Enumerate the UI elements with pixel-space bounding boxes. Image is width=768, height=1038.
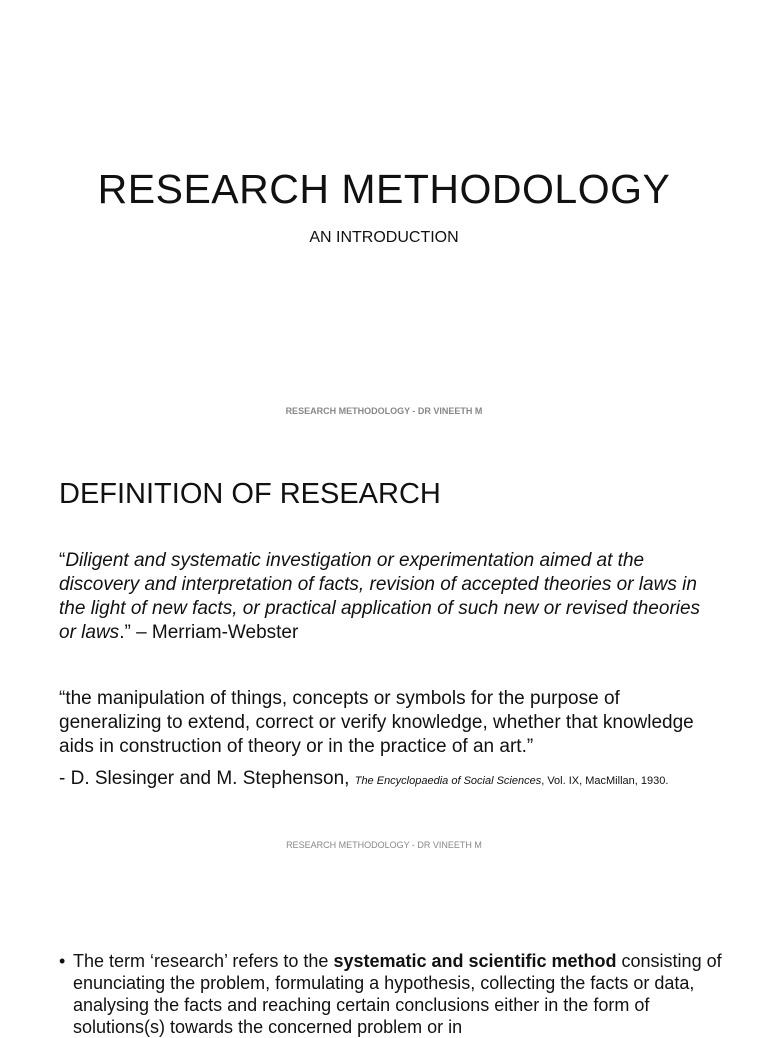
quote-text: Diligent and systematic investigation or experimentation aimed at the discovery and interpretation of facts, revision of accepted theories or laws in the light of new facts, or practical application of such new or revised theories or laws [59, 550, 701, 643]
attribution-source: The Encyclopaedia of Social Sciences [354, 775, 542, 787]
merriam-webster-quote [59, 549, 719, 645]
bullet-dot: • [59, 951, 66, 971]
bullet-rest: consisting of enunciating the problem, formulating a hypothesis, collecting the facts or data, analysing the facts and reaching certain conclusions either in the form of solutions(s) towards the concerned problem or in [73, 951, 722, 1037]
slesinger-quote: “the manipulation of things, concepts or symbols for the purpose of generalizing to extend, correct or verify knowledge, whether that knowledge aids in construction of theory or in the practice of an art.” [59, 688, 694, 757]
definition-slide [0, 432, 768, 864]
open-quote-mark: “ [59, 550, 66, 571]
attribution-details: , Vol. IX, MacMillan, 1930. [541, 775, 669, 787]
research-term-slide [0, 864, 768, 1037]
attribution-authors: - D. Slesinger and M. Stephenson, [59, 768, 355, 789]
slide-title: RESEARCH METHODOLOGY [97, 166, 671, 212]
slide-footer: RESEARCH METHODOLOGY - DR VINEETH M [285, 406, 483, 416]
quote-attribution [59, 768, 749, 790]
title-slide [0, 0, 768, 432]
bullet-prefix: The term ‘research’ refers to the [73, 951, 334, 971]
slide-footer: RESEARCH METHODOLOGY - DR VINEETH M [286, 840, 482, 850]
bullet-item [59, 950, 733, 1038]
quote-source: .” – Merriam-Webster [119, 622, 299, 643]
slide-subtitle: AN INTRODUCTION [309, 229, 459, 246]
slide-heading: DEFINITION OF RESEARCH [59, 478, 441, 510]
bullet-emphasis: systematic and scientific method [333, 951, 617, 971]
